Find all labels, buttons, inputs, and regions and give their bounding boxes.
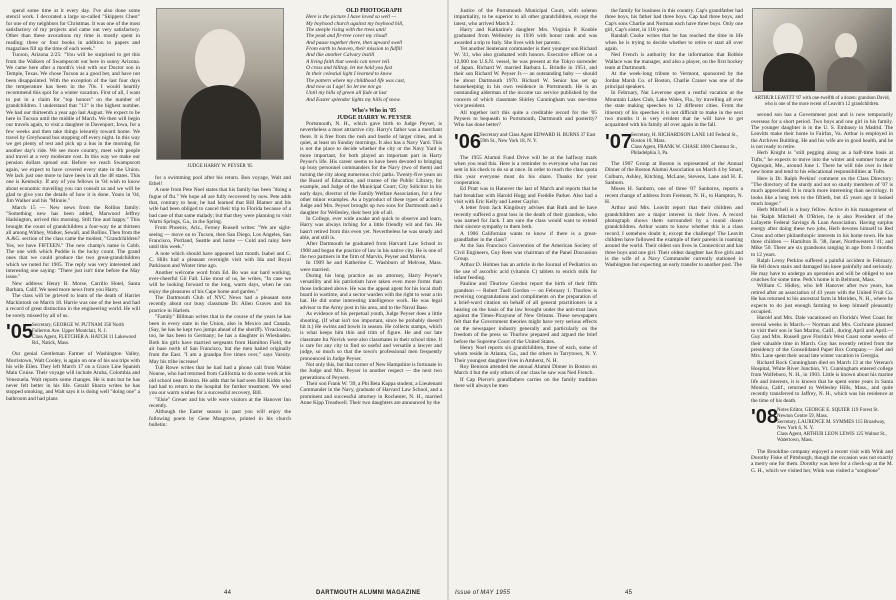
article-paragraph: "Family" Billman writes that in the course of the years he has been in every state in the Union, also in Mexico and Canada. (Say, he has he kept two jumps ahead of the sheriff). Vivaciously, too, he has been to Germany; he has a daughter in Wiesbaden. Both his girls have married sergeants from Hamilton Field, the air base north of San Francisco, but the men hailed originally from the East. "I am a grandpa five times over," says Varsity. May his tribe increase! [149,314,291,365]
article-paragraph: In February, Nat Leverone spent a restful vacation at the Mountain Lakes Club, Lake Wales, Fla., by travelling all over the state making speeches to 12 different cities. From the itinerary of his speeches it is not difficult to make in the next two months it is very evident that he will have to get acquainted with his family all over again in the fall. [605,90,743,129]
article-paragraph: New address: Henry B. Morse, Carrillo Hotel, Santa Barbara, Calif. We need more news from you Harry. [6,280,140,294]
article-paragraph: The Brookline company enjoyed a recent visit with Wink and Dorothy Fiske of Pittsburgh, though the occasion was not exactly a merry one for them. Dorothy was here for a check-up at the M. G. H., which we visited her, Wink was visited a "songbone" [751,448,893,474]
article-paragraph: for a swimming pool after his return. Bon voyage, Walt and Ethel! [149,174,291,187]
article-paragraph: In College, ever wide awake and quick to observe and learn, Harry was always itching for a little friendly wit and fun. He hasn't retired from this even yet. Nevertheless he was steady and able, and still is. [300,216,442,242]
article-paragraph: A letter from Jack Kingsbury advises that Ruth and he have recently suffered a great loss in the death of their grandson, who was named for Jack. I am sure the class would want to extend their sincere sympathy to them both. [454,205,597,231]
article-paragraph: Herb Mitchell is a busy fellow. Active in his management of his 'Ralph Mitchell & O'Brien, he is also President of the Lafayette Federal Savings & Loan Association. Having surplus energy after doing these two jobs, Herb devotes himself to Red Cross and other philanthropic interests in his home town. He has three children — Hamilton B. '38, Janet, Northwestern '41; and Mike '50. There are six grandsons ranging in age from 3 months to 12 years. [751,207,893,258]
article-paragraph: Herb Knight is "still pegging along as a half-time basis at Tufts," he expects to move into the winter and summer home at Ogonquit, Me., around June 1. There he will tide over in their new home and tend to his educational responsibilities at Tufts. [751,150,893,176]
article-paragraph: Harold and Mrs. Dale vacationed on Florida's West Coast for several weeks in March.— Norman and Mrs. Cochrane planned to visit their son in San Marino, Calif., during April and April.— Guy and Mrs. Russell gave Florida's West Coast some weeks of their valuable time in March. Guy has recently retired from the presidency of the Consolidated Paper Box Company.— Joel and Mrs. Lane spent their usual late winter vacation in Georgia. [751,315,893,360]
article-paragraph: Tub Rowe writes that he had had a phone call from Walter Nourse, who had returned from California to do some work at his old school near Boston. He adds that he had seen Bill Kiddo who had had to return to the hospital for further treatment. We send you our warm wishes for a successful recovery, Bill. [149,364,291,397]
class-05-agent: Class Agent, FLETCHER A. HATCH 11 Lakewood Rd., Natick, Mass. [32,335,136,347]
article-paragraph: Justice of the Portsmouth Municipal Court, with solemn impartiality, to be superior to all other grandchildren, except the latest, who arrived March 2. [454,8,597,27]
class-07-header [605,130,743,157]
article-paragraph: Our genial Gentleman Farmer of Washington Valley, Morristown, Walt Cooley, is again on one of his sea trips with his wife Ellen. They left March 17 on a Grace Line Spanish Main Cruise. Their voyage will include Aruba, Colombia and Venezuela. Walt reports some changes. He is nuts but he has never felt better in his life. Gerald Sbarra writes he has stopped smoking, and Walt says it is doing well "doing one" a bathroom and had plans [6,351,140,402]
poem-heading: OLD PHOTOGRAPH [346,8,402,14]
poem-line: And now as I age! So let me not go [306,84,382,91]
left-page-number: 44 [224,590,232,596]
article-paragraph: Richard Rock Cunningham died on March 13 at the Veteran's Hospital, White River Junction, Vt. Cunningham entered college from Wolfeboro, N. H., in 1903. Little is known about his marine life and interests, it is known that he spent some years in Santa Monica, Calif., returned to Wellesley Hills, Mass., and quite recently transferred to Jaffrey, N. H., which was his residence at the time of his death. [751,359,893,404]
column-3 [300,8,442,598]
article-paragraph: In 1909 he and Katherine C. Washburn of Melrose, Mass. were married. [300,260,442,273]
article-paragraph: Not only this, but that corner of New Hampshire is fortunate in the Judge and Mrs. Peyser in another respect — the next two generations of Peysers. [300,361,442,381]
poem-line: The steeple rising with the trees until [306,27,386,34]
article-paragraph: Randall Cooke writes that he has reached the time in life when he is trying to decide whether to retire or start all over again. [605,33,743,53]
col1-body [6,8,140,319]
poem-line: Here is the picture I have loved so well — [306,14,397,21]
col2-body [149,175,291,429]
article-paragraph: Ralph Leroy Perkins suffered a painful accident in February. He fell down stairs and damaged his knee painfully and seriously. He may have to undergo an operation and will be obliged to use crutches for some time. Perk's home is in Belmont, Mass. [751,258,893,284]
col4-body [454,8,597,129]
class-06-number: '06 [454,130,482,153]
leavitt-caption: ARTHUR LEAVITT '07 with one-twelfth of a dozen: grandson David, who is one of the more recent of Leavitt's 12 grandchildren. [754,96,890,107]
class-08-secretary: Secretary, LAURENCE M. SYMMES 115 Broadway, New York 6, N. Y. [777,420,886,432]
article-paragraph: Yet another lieutenant commander is their younger son Richard W. '41, who also graduated with honors. Executive officer on a 12,000 ton U.S.N. vessel, he was present at the Tokyo surrender of Japan. Richard W. married Barbara L. Brindle in 1951, and their son Richard W. Peyser Jr.— an outstanding baby — should be about Dartmouth 1970. Richard W. Senior has set up housekeeping in his own residence in Portsmouth. He is an outstanding alderman of the income tax service published by the concern of which classmate Shirley Cunningham was one-time vice president. [454,46,597,110]
article-paragraph: Arthur and Mrs. Leavitt report that their children and grandchildren are a major interest in their lives. A record photograph shows them surrounded by a round dozen grandchildren. Arthur wants to know whether this is a class record. I somehow doubt it, except the challenge! The Leavitt children have followed the example of their parents in roaming around the world. Their oldest son lives in Connecticut and has three boys and one girl. Their oldest daughter has five girls and is the wife of a Navy Commander currently stationed in Washington but expecting an early transfer to another post. The [605,205,743,269]
article-paragraph: "Elsie" Greuer and his wife were visitors at the Hanover Inn recently. [149,396,291,409]
article-paragraph: Another welcome word from Ed. Bo was our hard working, ever-cheerful Gil Fall. Like most of us, he writes, "In case we will be looking forward to the long, warm days, when he can enjoy the pleasures of his Cape home and garden." [149,269,291,295]
article-paragraph: After Dartmouth he graduated from Harvard Law School in 1908 and began the practice of law in his native city. He is one of the two partners in the firm of Marvin, Peyser and Marvin. [300,241,442,261]
col4-body-b [454,155,597,390]
article-paragraph: Arthur D. Holmes has an article in the Journal of Pediatrics on the use of ascorbic acid (vitamin C) tablets to enrich milk for infant feeding. [454,262,597,282]
article-paragraph: At the week-long tribute to Vermont, sponsored by the Jordan Marsh Co. of Boston, Charlie Craner was one of the principal speakers. [605,71,743,91]
article-paragraph: Although the Easter season is past you will enjoy the following poem by Gene Musgrove, printed in his church bulletin: [149,409,291,428]
class-06-secretary: Secretary and Class Agent EDWARD H. BURNS 37 East 59th St., New York 18, N. Y. [480,132,596,144]
class-07-secretary: Secretary, H. RICHARDSON LANE 140 Federal St., Boston 10, Mass. [631,132,739,144]
article-paragraph: The class will be grieved to learn of the death of Harriet Mackintosh on March 18. Harrie was one of the best and had a record of great distinction in the engineering world. He will be sorely missed by all of us. [6,293,140,319]
class-05-header [6,320,140,347]
article-paragraph: During his long practice as an attorney, Harry Peyser's versatility and his patriotism have taken even more forms than those indicated above. He was the appeal agent for his local draft board in wartime, and a sector warden with the right to wear a tin hat. He did some interesting intelligence work. He was legal advisor to the Army post in his area, and to the Naval Base. [300,273,442,311]
judge-peyser-caption: JUDGE HARRY W. PEYSER '05 [187,164,253,169]
right-page [449,0,896,600]
col1-body-b [6,351,140,402]
article-paragraph: Harry and Katharine's daughter Mrs. Virginia P. Knoble graduated from Wellesley in 1936 with honor rank and was awarded a trip to Italy. She lives with her parents. [454,27,597,46]
article-paragraph: The 1907 Group at Boston is represented at the Annual Dinner of the Boston Alumni Association on March 4 by Smart, Colburn, Ashley, Kitching, McLane, Stevens, Lane and H. E. Sanborn. [605,160,743,186]
article-paragraph: spend some time at it every day. I've also done some stencil work. I decorated a large so-called "Skippers Chest" for one of my neighbors for Christmas. It was one of the most satisfactory of my projects and came out very satisfactory. Other than these avocations my time is mostly spent in reading; three or four books in addition to papers and magazines fill up the time of each week." [6,8,140,53]
poem-lines [300,14,442,103]
article-paragraph: As evidence of his perpetual youth, Judge Peyser does a little shooting. (If what isn't too important, since he probably doesn't hit it.) He swims and bowls in season. He collects stamps, which is what keeps him thin and trim of figure. He and our late classmate Ira Novick were also classmates in their school time. It is rare for any city to find so useful and versatile a lawyer and judge, so much so that the town's professional men frequently pronounced in Judge Peyser. [300,311,442,362]
column-5 [605,8,743,598]
left-page [0,0,447,600]
article-paragraph: From Phoenix, Ariz., Ferney Russell writes: "We are sight-seeing — move on to Tucson, then San Diego, Los Angeles, San Francisco, Portland, Seattle and home — Cold and rainy here until this week." [149,225,291,251]
article-paragraph: A 1906 Californian wants to know if there is a great-grandfather in the class? [454,230,597,243]
class-07-agent: Class Agent, FRANK W. CHASE 1000 Chestnut St., Philadelphia 3, Pa. [631,144,737,156]
article-paragraph: The Dartmouth Club of NYC News had a pleasant note recently about our busy classmate Dr. Allen Graves and his practice in Harlem. [149,295,291,314]
article-paragraph: William C. Hidley, who left Hanover after two years, has retired after an association of 43 years with the United Fruit Co. He has returned to his ancestral farm in Meriden, N. H., where he expects to do just enough farming to keep himself pleasantly occupied. [751,283,893,315]
article-paragraph: second son has a Government post and is now temporarily overseas for a short period. Two boys and one girl in his family. The younger daughter is in the U. S. Embassy in Madrid. The Leavitts make their home in Fairfax, Va. Arthur is employed in the Archives Building. He and his wife are in good health, and he is not ready to retire. [751,112,893,150]
col3-body [300,121,442,406]
article-paragraph: Henry Noel reports six grandchildren, three of each, some of whom reside in Atlanta, Ga., and the others in Tarrytown, N. Y. Their youngest daughter lives in Amherst, N. H. [454,344,597,364]
column-4 [454,8,597,598]
poem-line: My boyhood church against my boyhood hill, [306,20,404,27]
class-08-number: '08 [751,406,779,428]
poem-line: And Easter splendor lights my hills of snow. [306,96,401,103]
column-6 [751,8,893,598]
poem-line: The pattern where my childhood life was cast, [306,77,406,84]
poem-line: And pause together there, then upward swell [306,39,403,46]
class-05-secretary: Secretary, GEORGE W. PUTNAM 358 North Fullerton Ave. Upper Montclair, N. J. [32,322,125,334]
article-paragraph: Ed Pratt was in Hanover the last of March and reports that he had breakfast with Harold Hogg and Freddie Parker. Also had a visit with Eric Kelly and Lester Gaylor. [454,186,597,205]
article-paragraph: A note which should have appeared last month. Isabel and C. C. Hills had a pleasant overnight visit with Ida and Royal Parkinson and Winter time ago. [149,250,291,270]
judge-peyser-photo [156,8,284,160]
class-08-header [751,408,893,445]
article-paragraph: The 1955 Alumni Fund Drive will be at the halfway mark when you read this. Here is a reminder to everyone who has not sent in his check to do so at once. In order to reach the class quota this year everyone must do his share. Thanks for your cooperation. [454,154,597,186]
column-1 [6,8,140,598]
article-paragraph: Their son Frank W. '39, a Phi Beta Kappa student, a Lieutenant Commander in the Navy, graduate of Harvard Law School, and a prominent and successful attorney in Rochester, N. H., married Anne Kipp Treadwell. Their two daughters are announced by the [300,380,442,406]
article-paragraph: All together isn't this quite a creditable record for the '05 Peysers to bequeath to Portsmouth, Dartmouth and posterity? Who has done better? [454,109,597,129]
article-paragraph: the family for business in this country. Cap's grandfather had three boys, his father had three boys. Cap had three boys, and Cap's sons Charlie and Norman each have three boys. Only one girl, Cap's sister, in 110 years. [605,8,743,34]
class-08-notes-editor: Notes Editor, GEORGE E. SQUIER 119 Forest St. Newton Centre 59, Mass. [777,408,879,420]
col5-body-b [605,161,743,269]
poem-line: Until my hills of green all fade at last [306,90,387,97]
poem-line: O cross and hilltop, let me hold you fast [306,65,393,72]
col5-body [605,8,743,129]
article-paragraph: At the San Francisco Convention of the American Society of Civil Engineers, Guy Rees was chairman of the Panel Discussion Group. [454,243,597,263]
article-paragraph: March 15 — New news from the Rollins family: "Something new has been added, Marwood Jeffrey Hadsington, arrived this morning. Still fine and happy." This brought the count of grandchildren a four-way tie at thirteen all among Withey, Walker, Sewall, and Rollins. Then from the A.&G. section of the class came the modest, "Grandchildren? Yes, we have FIFTEEN." The new champ's name is Cobb. The one with which Puddie is the lucky count. The grand ones that we could produce the two great-grandchildren which we noted for 1905. The reply was very interested and interesting one saying: "There just isn't time before the May issue." [6,204,140,281]
class-08-agent: Class Agent, ARTHUR LEON LEWIS 125 Walnut St., Watertown, Mass. [777,432,887,444]
class-05-number: '05 [6,320,34,343]
poem-line: A living faith that weeds can never tell. [306,58,391,65]
article-paragraph: Ned French is authority for the information that Bobbie Wallace was the manager, and also a player, on the first hockey team at Dartmouth. [605,52,743,72]
col6-body [751,112,893,404]
issue-label: Issue of MAY 1955 [455,590,511,596]
judge-heading: JUDGE HARRY W. PEYSER [336,114,412,121]
class-06-header [454,130,597,153]
leavitt-photo [752,8,892,92]
article-paragraph: Portsmouth, N. H., which gave birth to Judge Peyser, is nevertheless a most attractive city. Harry's father was a merchant there. It is free from the rush and bustle of larger cities, and is quiet, at least on Sunday mornings. It also has a Navy Yard. This is not the place to decide whether the city or the Navy Yard is more important, for both played an important part in Harry Peyser's life. His career seems to have been devoted to bringing up busy personnel commanders for the Navy (two of them) and turning the city along numerous civic paths. Twenty-five years on the Board of Education, and trustee of the Public Library, for example, and Judge of the Municipal Court; City Solicitor in his early days, director of the Family Welfare Association, for a few other minor examples. As a byproduct of these types of activity Judge and Mrs. Peyser brought up two sons for Dartmouth and a daughter for Wellesley, their best job of all. [300,120,442,216]
class-07-number: '07 [605,130,633,153]
article-paragraph: Pauline and Thurlow Gordon report the birth of their fifth grandson — Robert Tuell Gordon — on February 1. Thurlow is receiving congratulations and compliments on the preparation of a brief-word citation on behalf of all general practitioners in a hearing on the basis of the law brought under the anti-trust laws against the Times-Picayune of New Orleans. These newspapers felt that the Government theories might have very serious effects on the newspaper industry generally and particularly on the freedom of the press so Thurlow prepared and argued the brief before the Supreme Court of the United States. [454,281,597,345]
poem-line: And like another Calvary instill [306,52,375,59]
article-paragraph: Moses H. Sanborn, one of three '07 Sanborns, reports a recent change of address from Fremont, N. H., to Hampton, N. H. [605,186,743,205]
poem-line: From earth to heaven, their mission to fulfill [306,46,402,53]
article-paragraph: Roy Benison attended the annual Alumni Dinner in Boston on March 4 but the only others of our class he saw was Ned French. [454,363,597,377]
article-paragraph: Here is Dr. Ralph Perkins' comment on the Class Directory: "The directory of the sturdy and not so sturdy members of '07 is much appreciated. It is much more interesting than necrology. It looks like a long trek to the fiftieth, but 45 years ago it looked much longer." [751,175,893,207]
article-paragraph: If Cap Pierce's grandfathers carries on the family tradition there will always be men [454,376,597,389]
poem-line: The peak and fir-tree cover my cloud! [306,33,388,40]
column-2 [149,8,291,598]
article-paragraph: Tucson, Arizona 2/25: "You will be surprised to get this from the Walkers of Swampscott out here in sunny Arizona. We came here after a month's visit with our Doctor son in Temple, Texas. We chose Tucson as a good bet, and have not been disappointed. With the exception of the last four days the temperature has been in the 70s. I would heartily recommend this spot for a winter vacation. First of all, I want to put in a claim for "top honors" on the number of grandchildren. I understand that "13" is the highest number. We had our thirteenth a year ago last August. We expect to be here in Tucson until the middle of March. We then will begin our travels again, to visit a daughter in Davenport, Iowa, for a few weeks and then take things leisurely toward home. We travel by Greyhound bus stopping off every night. In this way we get plenty of rest and pick up a bus in the morning for another day's ride. We see more country, meet with people and travel at a very moderate cost. In this way we make our pension dollars spread out. Before we reach Swampscott again, we expect to have covered every state in the Union. We lack just one more to have been in all the 48 states. This one is Kentucky. If any of you fellows in '04 wish to know about economic travelling you can consult us and we will be glad to give you the details of how it is done. Yours in '04, Jim Walker and his "Minnie." [6,52,140,205]
col6-body-b [751,449,893,474]
whos-who-heading: Who's Who in '05 [351,108,397,115]
article-paragraph: A note from Pete Noel states that his family has been "doing a fugue of flu." We hope all are fully recovered by now. Pete adds that, contrary to hear, he had learned that Bill Blatner and his wife had been obliged to cancel their trip to Florida because of a bad case of that same malady; but that they were planning to visit Warm Springs, Ga., in the Spring. [149,187,291,225]
magazine-title: DARTMOUTH ALUMNI MAGAZINE [316,590,421,596]
poem-line: In their celestial light I learned to know [306,71,392,78]
right-page-number: 45 [625,590,633,596]
